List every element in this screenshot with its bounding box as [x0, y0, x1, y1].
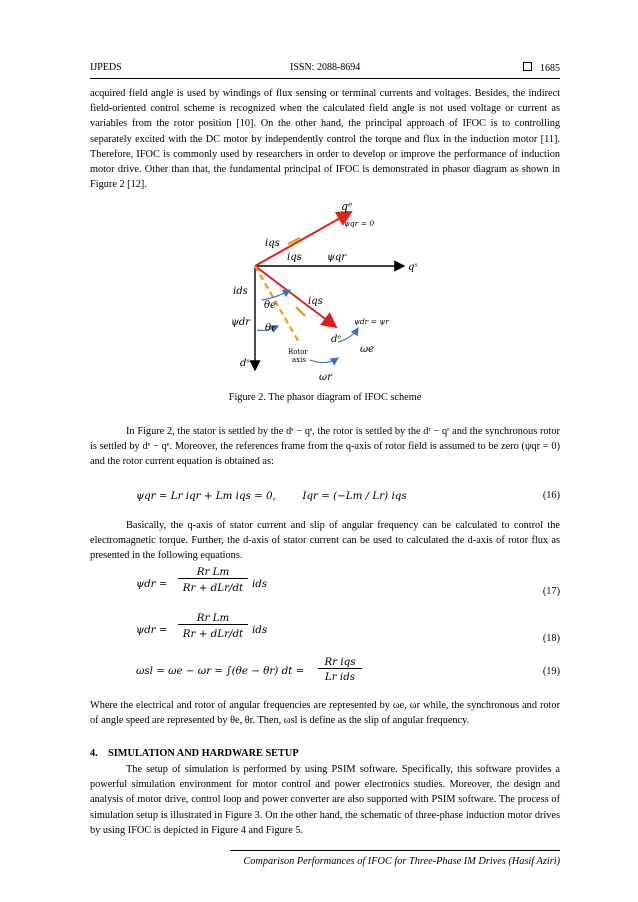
eq18-denominator: Rr + dLr/dt — [182, 628, 244, 640]
label-rotor: Rotor — [288, 348, 308, 356]
omega-r-arc — [310, 358, 338, 363]
running-header — [90, 62, 560, 76]
eq16-a: ψqr = Lr iqr + Lm iqs = 0, — [136, 490, 276, 502]
label-psi-qr-zero: ψqr = 0 — [344, 219, 375, 228]
label-axis: axis — [292, 356, 306, 364]
eq19-number: (19) — [542, 666, 560, 677]
label-iqs-red: iqs — [308, 296, 323, 307]
label-psi-qr: ψqr — [327, 252, 347, 263]
running-footer: Comparison Performances of IFOC for Three-Phase IM Drives (Hasif Aziri) — [243, 856, 560, 867]
eq19-frac-bottom: Lr ids — [324, 671, 356, 683]
label-omega-r: ωr — [319, 372, 332, 383]
label-iqs-top: iqs — [265, 238, 280, 249]
paragraph-3: Basically, the q-axis of stator current and slip of angular frequency can be calculated to control the electromagnetic torque. Further, the d-axis of stator current can be used to calculated the d-axis of rotor flux as presented in the following equations. — [90, 520, 560, 562]
page-number: 1685 — [540, 63, 560, 74]
paragraph-2: In Figure 2, the stator is settled by the dˢ − qˢ, the rotor is settled by the dʳ − qʳ and the synchronous rotor is settled by dᵉ − qᵉ. Moreover, the references frame from the q-axis of rotor field is assumed to be zero (ψqr = 0) and the rotor current equation is obtained as: — [90, 426, 560, 468]
label-psi-eq: ψdr = ψr — [354, 317, 389, 326]
label-theta-e: θe — [264, 300, 276, 311]
label-ds: dˢ — [240, 358, 250, 369]
theta-e-arc — [262, 290, 290, 300]
label-psi-dr: ψdr — [231, 317, 251, 328]
eq16-b: Iqr = (−Lm / Lr) iqs — [302, 490, 407, 502]
label-de: dᵉ — [331, 334, 342, 345]
label-qs: qˢ — [408, 262, 418, 273]
label-iqs-mid: iqs — [287, 252, 302, 263]
eq17-lhs: ψdr = — [136, 578, 168, 590]
eq18-lhs: ψdr = — [136, 624, 168, 636]
journal-name: IJPEDS — [90, 62, 122, 73]
section-heading: 4. SIMULATION AND HARDWARE SETUP — [90, 748, 299, 759]
eq16-number: (16) — [542, 490, 560, 501]
intro-paragraph: acquired field angle is used by windings of flux sensing or terminal currents and voltages. Besides, the indirect field-oriented control scheme is recognized when the calculated field angle is not used voltage or current as variables from the rotor position [10]. On the other hand, the principal approach of IFOC is to controlling separately excited with the DC motor by independently control the torque and flux in the induction motor [11]. Therefore, IFOC is commonly used by researchers in order to develop or improve the performance of induction motor drive. Other than that, the fundamental principal of IFOC is demonstrated in phasor diagram as shown in Figure 2 [12]. — [90, 88, 560, 191]
paragraph-5: The setup of simulation is performed by using PSIM software. Specifically, this software provides a powerful simulation environment for motor control and power electronics studies. Moreover, the design and analysis of motor drive, control loop and power converter are also supported with PSIM software. The process of simulation setup is illustrated in Figure 3. On the other hand, the schematic of three-phase induction motor drives by using IFOC is depicted in Figure 4 and Figure 5. — [90, 764, 560, 836]
equation-16 — [136, 490, 407, 502]
figure-caption: Figure 2. The phasor diagram of IFOC scheme — [228, 392, 422, 403]
footer-rule — [230, 850, 560, 851]
label-omega-e: ωe — [360, 344, 375, 355]
rotor-axis-line — [255, 266, 300, 344]
paragraph-4: Where the electrical and rotor of angular frequencies are represented by ωe, ωr while, the synchronous and rotor of angle speed are represented by θe, θr. Then, ωsl is define as the slip of angular frequency. — [90, 700, 560, 727]
eq19-lhs: ωsl = ωe − ωr = ∫(θe − θr) dt = — [136, 665, 305, 677]
label-qe: qᵉ — [341, 200, 353, 213]
eq19-frac-top: Rr iqs — [318, 656, 362, 669]
eq17-tail: ids — [252, 578, 268, 590]
label-theta-r: θr — [265, 323, 276, 334]
checkbox-icon — [523, 62, 532, 71]
eq17-denominator: Rr + dLr/dt — [182, 582, 244, 594]
eq17-numerator: Rr Lm — [178, 566, 248, 579]
header-rule — [90, 78, 560, 79]
eq18-number: (18) — [542, 633, 560, 644]
issn: ISSN: 2088-8694 — [290, 62, 361, 73]
label-ids: ids — [233, 286, 248, 297]
orange-dash-lower — [296, 307, 305, 316]
eq18-tail: ids — [252, 624, 268, 636]
de-axis — [255, 266, 336, 327]
phasor-diagram — [220, 190, 440, 385]
eq18-numerator: Rr Lm — [178, 612, 248, 625]
eq17-number: (17) — [542, 586, 560, 597]
